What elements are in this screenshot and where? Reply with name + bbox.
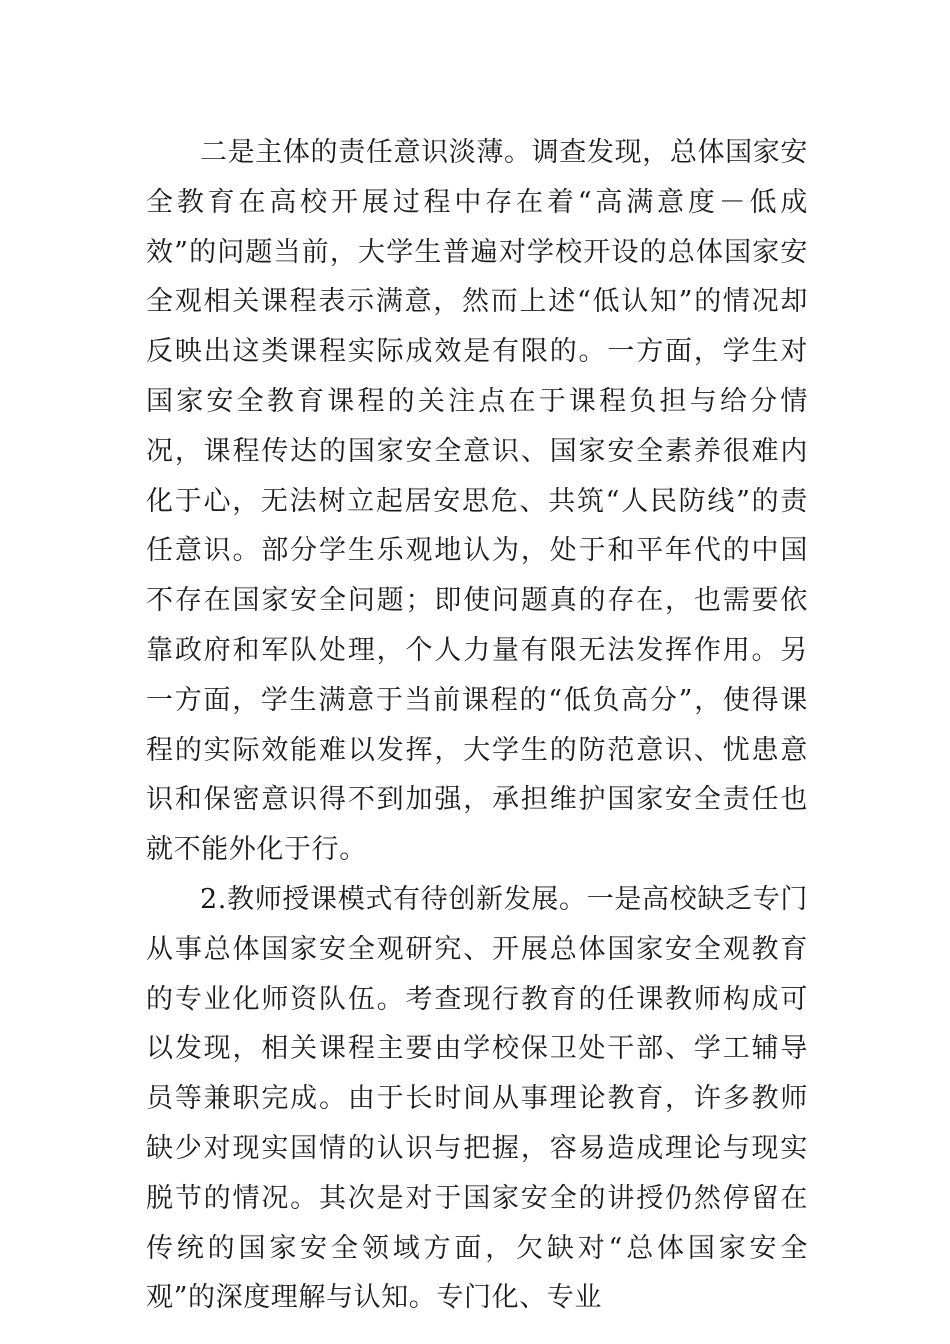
paragraph-responsibility-awareness: 二是主体的责任意识淡薄。调查发现，总体国家安全教育在高校开展过程中存在着“高满意度－低成效”的问题当前，大学生普遍对学校开设的总体国家安全观相关课程表示满意，然而上述“低认知”的情况却反映出这类课程实际成效是有限的。一方面，学生对国家安全教育课程的关注点在于课程负担与给分情况，课程传达的国家安全意识、国家安全素养很难内化于心，无法树立起居安思危、共筑“人民防线”的责任意识。部分学生乐观地认为，处于和平年代的中国不存在国家安全问题；即使问题真的存在，也需要依靠政府和军队处理，个人力量有限无法发挥作用。另一方面，学生满意于当前课程的“低负高分”，使得课程的实际效能难以发挥，大学生的防范意识、忧患意识和保密意识得不到加强，承担维护国家安全责任也就不能外化于行。 [146,137,808,866]
body-text [146,128,808,1323]
paragraph-teaching-mode: 2.教师授课模式有待创新发展。一是高校缺乏专门从事总体国家安全观研究、开展总体国家安全观教育的专业化师资队伍。考查现行教育的任课教师构成可以发现，相关课程主要由学校保卫处干部、学工辅导员等兼职完成。由于长时间从事理论教育，许多教师缺少对现实国情的认识与把握，容易造成理论与现实脱节的情况。其次是对于国家安全的讲授仍然停留在传统的国家安全领域方面，欠缺对“总体国家安全观”的深度理解与认知。专门化、专业 [146,883,808,1314]
